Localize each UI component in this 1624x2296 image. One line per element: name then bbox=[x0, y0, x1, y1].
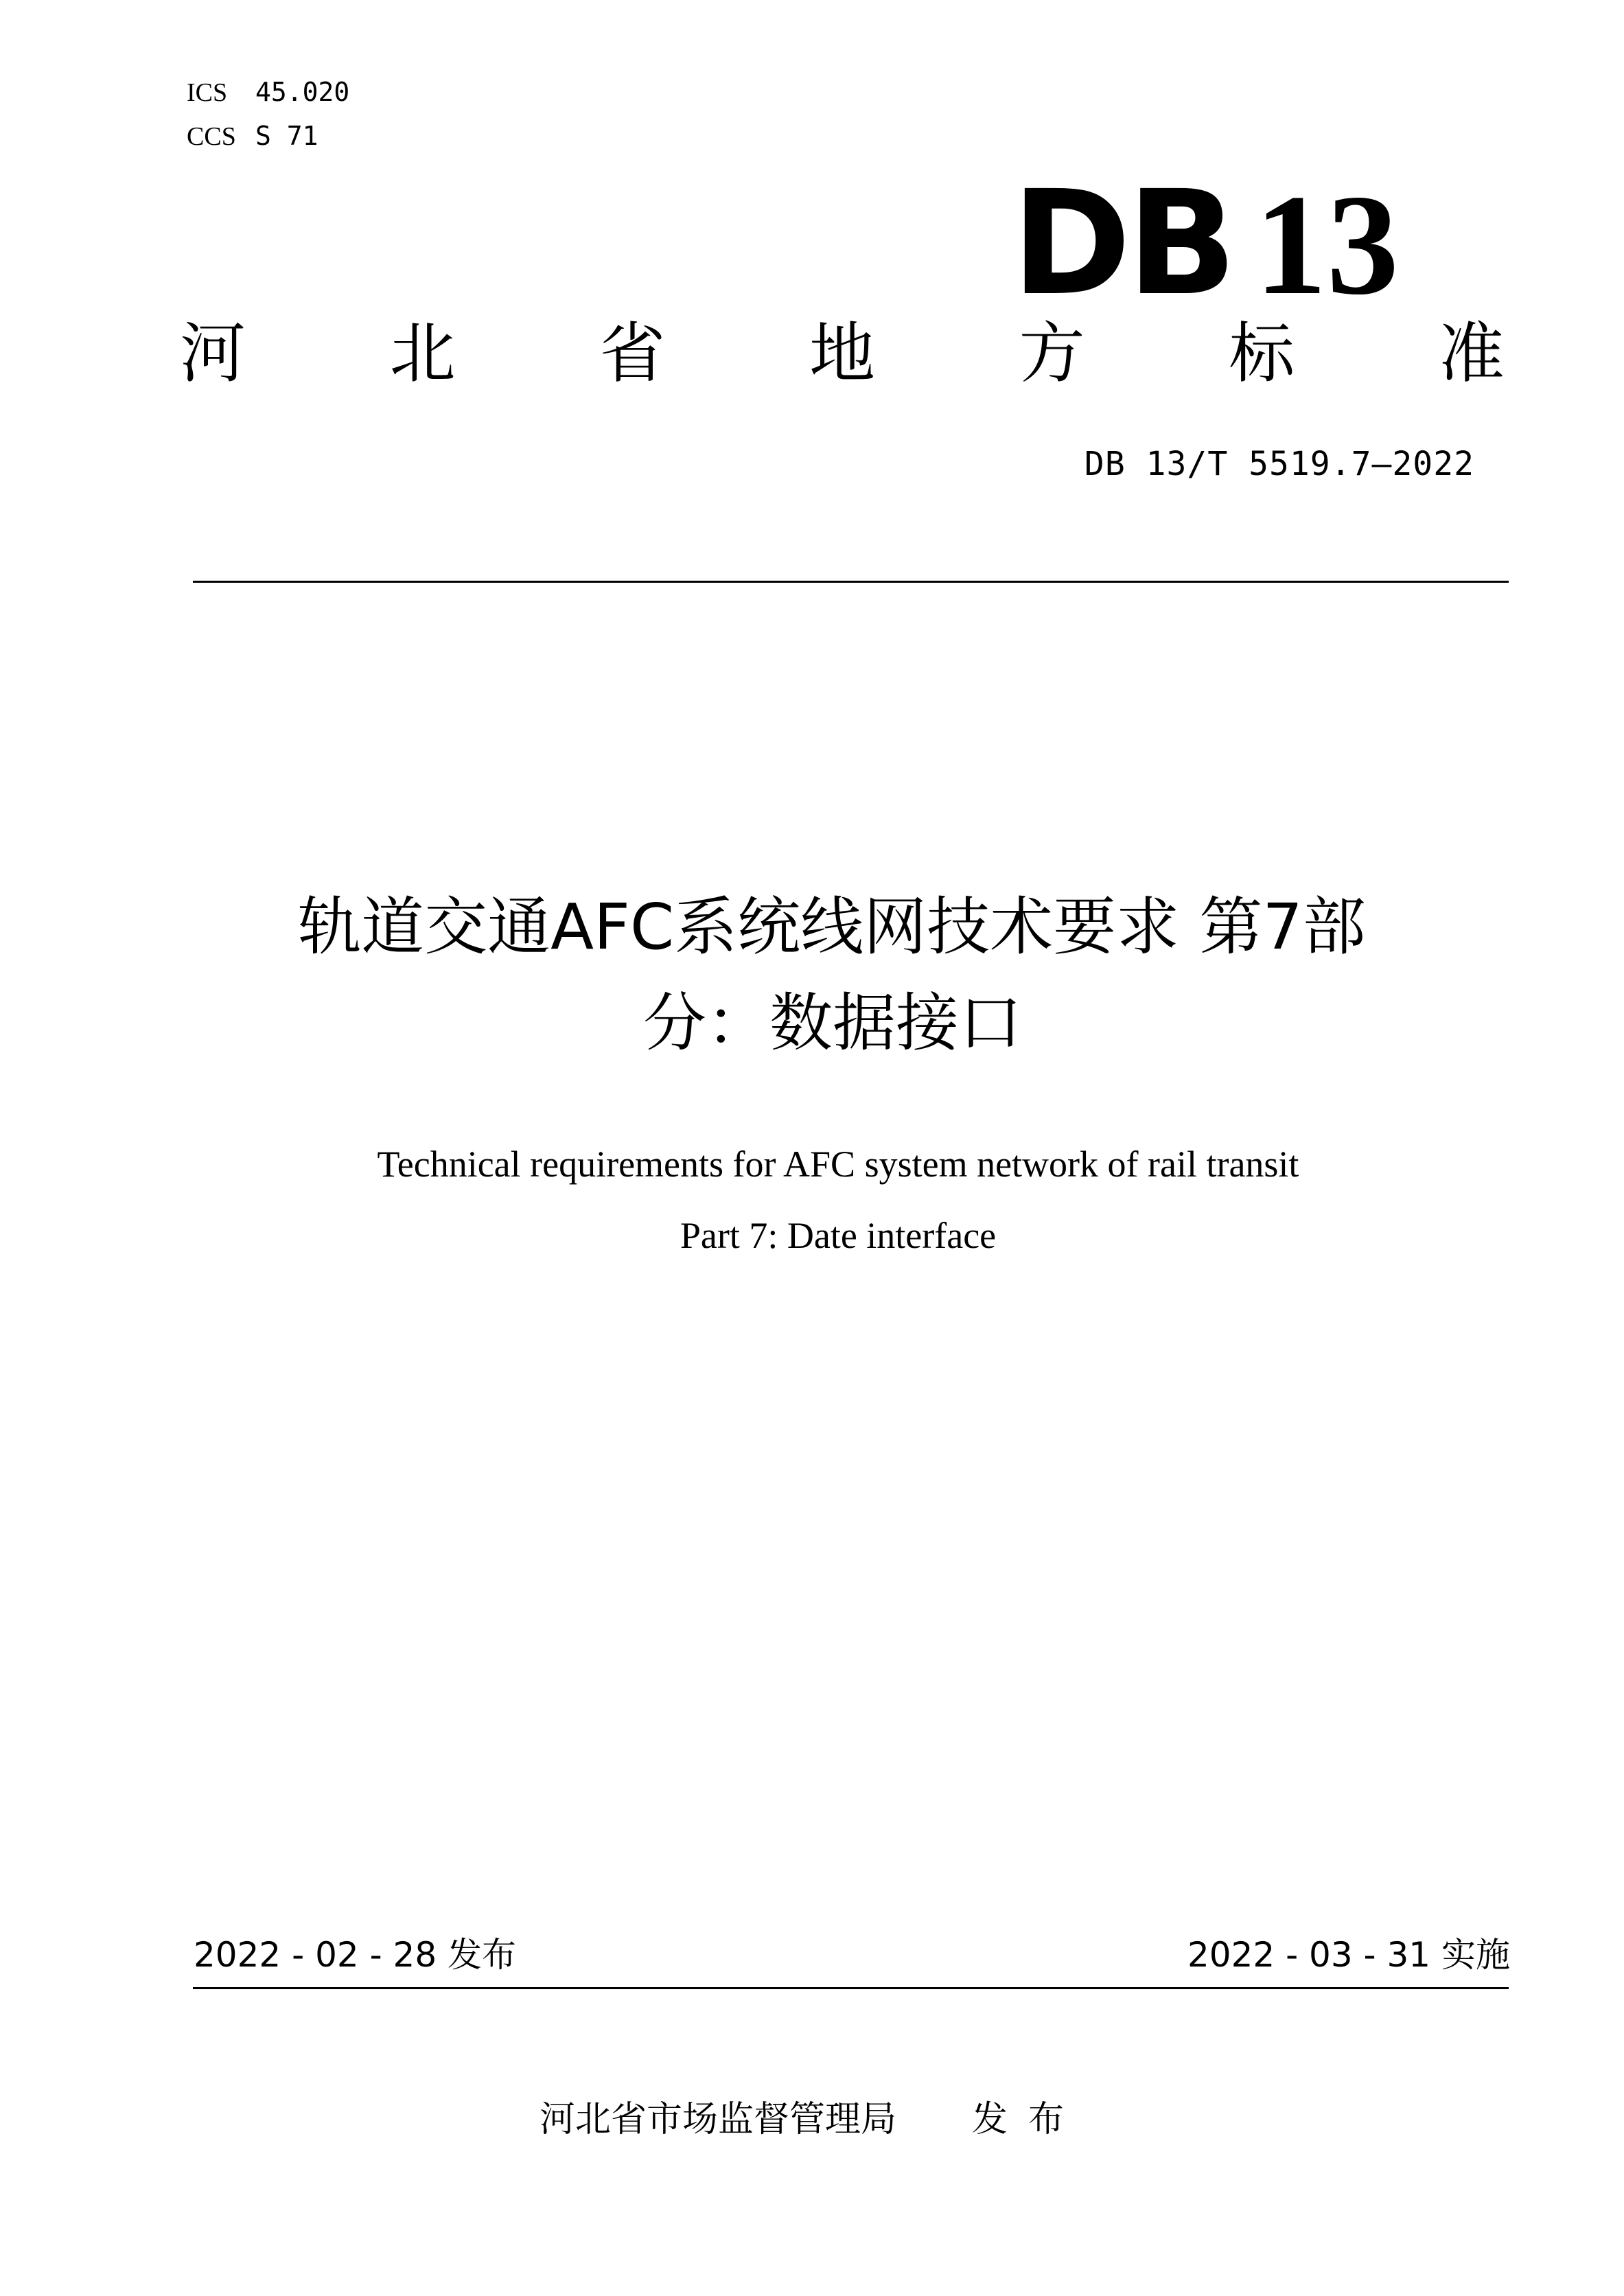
publish-action: 发布 bbox=[972, 2099, 1085, 2140]
standard-type-char: 省 bbox=[599, 315, 666, 392]
publisher-name: 河北省市场监督管理局 bbox=[539, 2099, 896, 2140]
standard-type-char: 标 bbox=[1229, 315, 1295, 392]
chinese-title-line-1: 轨道交通AFC系统线网技术要求 第7部 bbox=[298, 890, 1366, 964]
logo-prefix: DB bbox=[1011, 159, 1233, 327]
implementation-date: 2022 - 03 - 31 实施 bbox=[1187, 1935, 1510, 1975]
standard-type-char: 准 bbox=[1438, 315, 1505, 392]
db13-logo bbox=[1011, 159, 1399, 327]
standard-number: DB 13/T 5519.7—2022 bbox=[1084, 445, 1474, 483]
issue-date: 2022 - 02 - 28 发布 bbox=[194, 1935, 517, 1975]
publisher-line bbox=[0, 2098, 1624, 2142]
ccs-label: CCS bbox=[187, 122, 236, 151]
chinese-title-line-2: 分：数据接口 bbox=[642, 986, 1022, 1060]
standard-type bbox=[180, 316, 1505, 391]
standard-type-char: 河 bbox=[180, 315, 246, 392]
standard-type-char: 方 bbox=[1019, 315, 1085, 392]
english-title-line-1: Technical requirements for AFC system network of rail transit bbox=[377, 1144, 1299, 1185]
ics-code bbox=[187, 77, 349, 108]
logo-number: 13 bbox=[1255, 165, 1399, 325]
ccs-code bbox=[187, 121, 318, 152]
standard-type-char: 地 bbox=[809, 315, 875, 392]
ccs-value: S 71 bbox=[255, 121, 318, 151]
ics-value: 45.020 bbox=[255, 77, 350, 107]
top-divider bbox=[193, 581, 1509, 583]
bottom-divider bbox=[193, 1987, 1509, 1989]
english-title-line-2: Part 7: Date interface bbox=[680, 1215, 997, 1256]
standard-type-char: 北 bbox=[389, 315, 456, 392]
ics-label: ICS bbox=[187, 78, 228, 107]
